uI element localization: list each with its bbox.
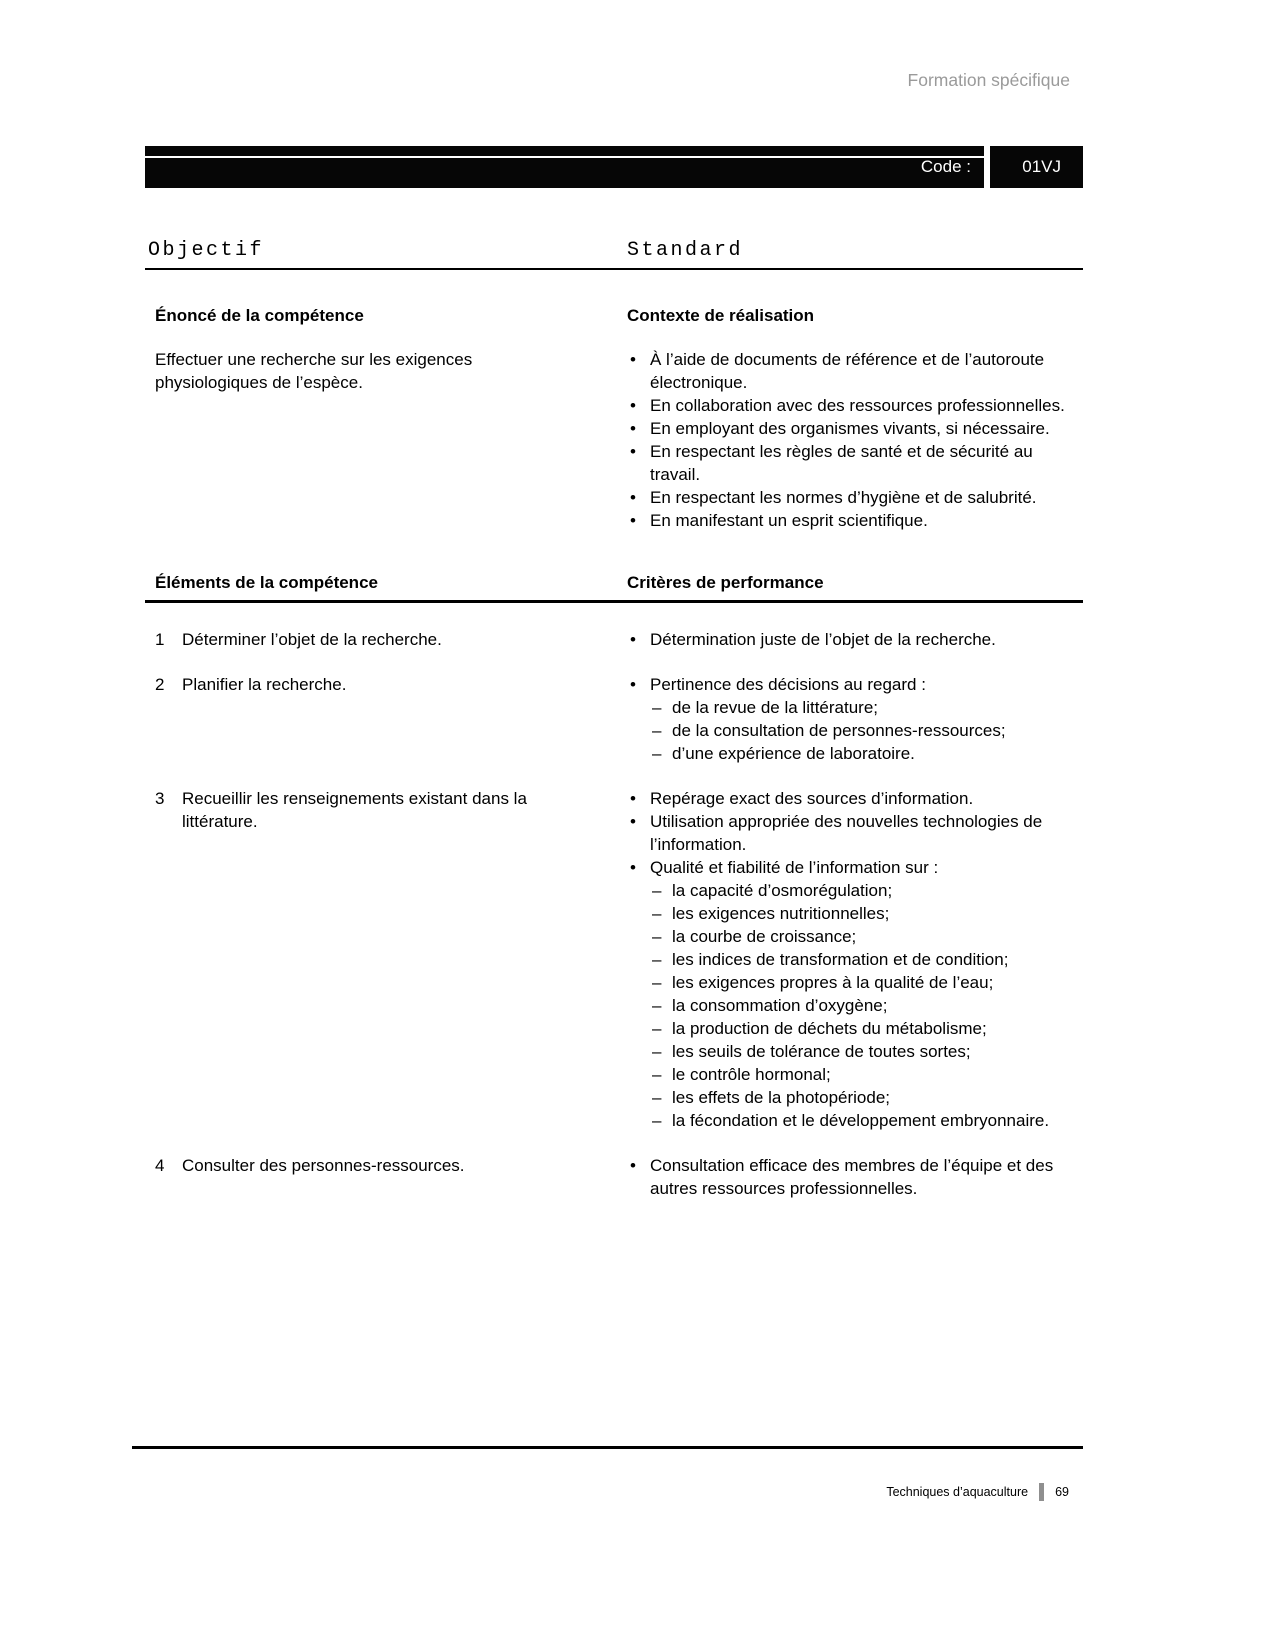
element-cell [145, 787, 627, 1132]
criteria-sub-text: les exigences nutritionnelles; [672, 904, 890, 923]
table-row [145, 673, 1083, 765]
criteria-sub-item [627, 1017, 1083, 1040]
dash-icon: – [652, 1065, 662, 1084]
criteria-bullet-item [627, 628, 1083, 651]
page-footer [132, 1446, 1083, 1501]
bullet-icon: • [630, 675, 636, 694]
running-header: Formation spécifique [907, 70, 1070, 90]
competence-context-section [145, 305, 1083, 532]
element-cell [145, 1154, 627, 1200]
dash-icon: – [652, 1088, 662, 1107]
criteria-sub-text: les seuils de tolérance de toutes sortes; [672, 1042, 971, 1061]
context-bullet-item [627, 417, 1083, 440]
footer-rule [132, 1446, 1083, 1449]
criteria-sub-text: de la revue de la littérature; [672, 698, 879, 717]
criteria-text: Pertinence des décisions au regard : [650, 675, 926, 694]
bullet-icon: • [630, 511, 636, 530]
bullet-icon: • [630, 1156, 636, 1175]
competence-column [145, 305, 627, 532]
criteria-sub-text: d’une expérience de laboratoire. [672, 744, 915, 763]
context-bullet-text: En collaboration avec des ressources professionnelles. [650, 396, 1065, 415]
dash-icon: – [652, 881, 662, 900]
section-headings-row [145, 239, 1083, 262]
dash-icon: – [652, 904, 662, 923]
criteria-bullet-item [627, 810, 1083, 856]
criteria-text: Repérage exact des sources d’information. [650, 789, 974, 808]
dash-icon: – [652, 950, 662, 969]
context-bullet-text: En respectant les normes d’hygiène et de salubrité. [650, 488, 1037, 507]
code-bar-divider [984, 146, 990, 188]
criteria-sub-item [627, 994, 1083, 1017]
standard-heading: Standard [627, 239, 744, 262]
element-number: 4 [155, 1156, 165, 1175]
criteria-sub-item [627, 948, 1083, 971]
criteria-sub-text: la production de déchets du métabolisme; [672, 1019, 987, 1038]
dash-icon: – [652, 996, 662, 1015]
objectif-heading: Objectif [148, 239, 265, 262]
code-bar-highlight-line [145, 156, 984, 158]
bullet-icon: • [630, 350, 636, 369]
dash-icon: – [652, 927, 662, 946]
dash-icon: – [652, 1019, 662, 1038]
criteria-sub-text: la courbe de croissance; [672, 927, 857, 946]
footer-line [132, 1483, 1083, 1501]
context-title: Contexte de réalisation [627, 306, 815, 325]
criteria-sub-item [627, 696, 1083, 719]
criteria-sub-item [627, 742, 1083, 765]
dash-icon: – [652, 744, 662, 763]
context-bullet-text: En respectant les règles de santé et de sécurité au travail. [650, 442, 1033, 484]
competence-rows [145, 628, 1083, 1200]
criteria-bullet-item [627, 673, 1083, 696]
bullet-icon: • [630, 488, 636, 507]
criteria-bullet-item [627, 787, 1083, 810]
dash-icon: – [652, 721, 662, 740]
criteria-text: Utilisation appropriée des nouvelles technologies de l’information. [650, 812, 1043, 854]
context-bullet-item [627, 394, 1083, 417]
context-bullet-text: En employant des organismes vivants, si nécessaire. [650, 419, 1050, 438]
elements-header: Éléments de la compétence [155, 573, 378, 592]
context-bullet-text: En manifestant un esprit scientifique. [650, 511, 928, 530]
table-row [145, 1154, 1083, 1200]
element-cell [145, 673, 627, 765]
footer-doc-title: Techniques d’aquaculture [886, 1485, 1029, 1499]
bullet-icon: • [630, 812, 636, 831]
bullet-icon: • [630, 858, 636, 877]
criteria-sub-item [627, 902, 1083, 925]
criteria-sub-item [627, 879, 1083, 902]
table-row [145, 628, 1083, 651]
competence-statement: Effectuer une recherche sur les exigences physiologiques de l’espèce. [155, 350, 473, 392]
context-bullet-item [627, 440, 1083, 486]
criteria-cell [627, 628, 1083, 651]
criteria-sub-text: les indices de transformation et de condition; [672, 950, 1009, 969]
element-text: Consulter des personnes-ressources. [182, 1156, 465, 1175]
bullet-icon: • [630, 789, 636, 808]
context-column [627, 305, 1083, 532]
bullet-icon: • [630, 442, 636, 461]
criteria-text: Détermination juste de l’objet de la recherche. [650, 630, 996, 649]
element-text: Déterminer l’objet de la recherche. [182, 630, 442, 649]
footer-separator-bar [1039, 1483, 1044, 1501]
element-number: 3 [155, 789, 165, 808]
criteria-text: Consultation efficace des membres de l’équipe et des autres ressources professionnelles. [650, 1156, 1054, 1198]
criteria-sub-item [627, 925, 1083, 948]
element-text: Recueillir les renseignements existant dans la littérature. [182, 789, 527, 831]
context-bullet-item [627, 486, 1083, 509]
bullet-icon: • [630, 419, 636, 438]
criteria-cell [627, 787, 1083, 1132]
element-cell [145, 628, 627, 651]
criteria-bullet-item [627, 856, 1083, 879]
table-headers-row [145, 572, 1083, 593]
criteres-header: Critères de performance [627, 573, 824, 592]
criteria-sub-item [627, 971, 1083, 994]
criteria-sub-item [627, 719, 1083, 742]
criteria-sub-item [627, 1063, 1083, 1086]
code-bar [145, 146, 1083, 188]
criteria-sub-item [627, 1040, 1083, 1063]
code-label: Code : [920, 157, 971, 176]
table-headers-rule [145, 600, 1083, 603]
contexte-bullet-list [627, 348, 1083, 532]
dash-icon: – [652, 1042, 662, 1061]
dash-icon: – [652, 1111, 662, 1130]
criteria-sub-text: le contrôle hormonal; [672, 1065, 831, 1084]
bullet-icon: • [630, 396, 636, 415]
table-row [145, 787, 1083, 1132]
context-bullet-item [627, 509, 1083, 532]
criteria-sub-text: les exigences propres à la qualité de l’eau; [672, 973, 994, 992]
criteria-sub-text: les effets de la photopériode; [672, 1088, 891, 1107]
criteria-sub-text: de la consultation de personnes-ressources; [672, 721, 1006, 740]
context-bullet-text: À l’aide de documents de référence et de l’autoroute électronique. [650, 350, 1045, 392]
context-bullet-item [627, 348, 1083, 394]
code-value: 01VJ [1022, 157, 1061, 176]
criteria-sub-item [627, 1086, 1083, 1109]
bullet-icon: • [630, 630, 636, 649]
dash-icon: – [652, 973, 662, 992]
competence-title: Énoncé de la compétence [155, 306, 364, 325]
element-text: Planifier la recherche. [182, 675, 347, 694]
criteria-sub-text: la capacité d’osmorégulation; [672, 881, 893, 900]
footer-page-number: 69 [1055, 1485, 1069, 1499]
element-number: 1 [155, 630, 165, 649]
criteria-text: Qualité et fiabilité de l’information sur : [650, 858, 939, 877]
criteria-sub-text: la fécondation et le développement embryonnaire. [672, 1111, 1050, 1130]
dash-icon: – [652, 698, 662, 717]
criteria-sub-item [627, 1109, 1083, 1132]
criteria-bullet-item [627, 1154, 1083, 1200]
criteria-cell [627, 673, 1083, 765]
criteria-cell [627, 1154, 1083, 1200]
element-number: 2 [155, 675, 165, 694]
headings-rule [145, 268, 1083, 270]
criteria-sub-text: la consommation d’oxygène; [672, 996, 888, 1015]
